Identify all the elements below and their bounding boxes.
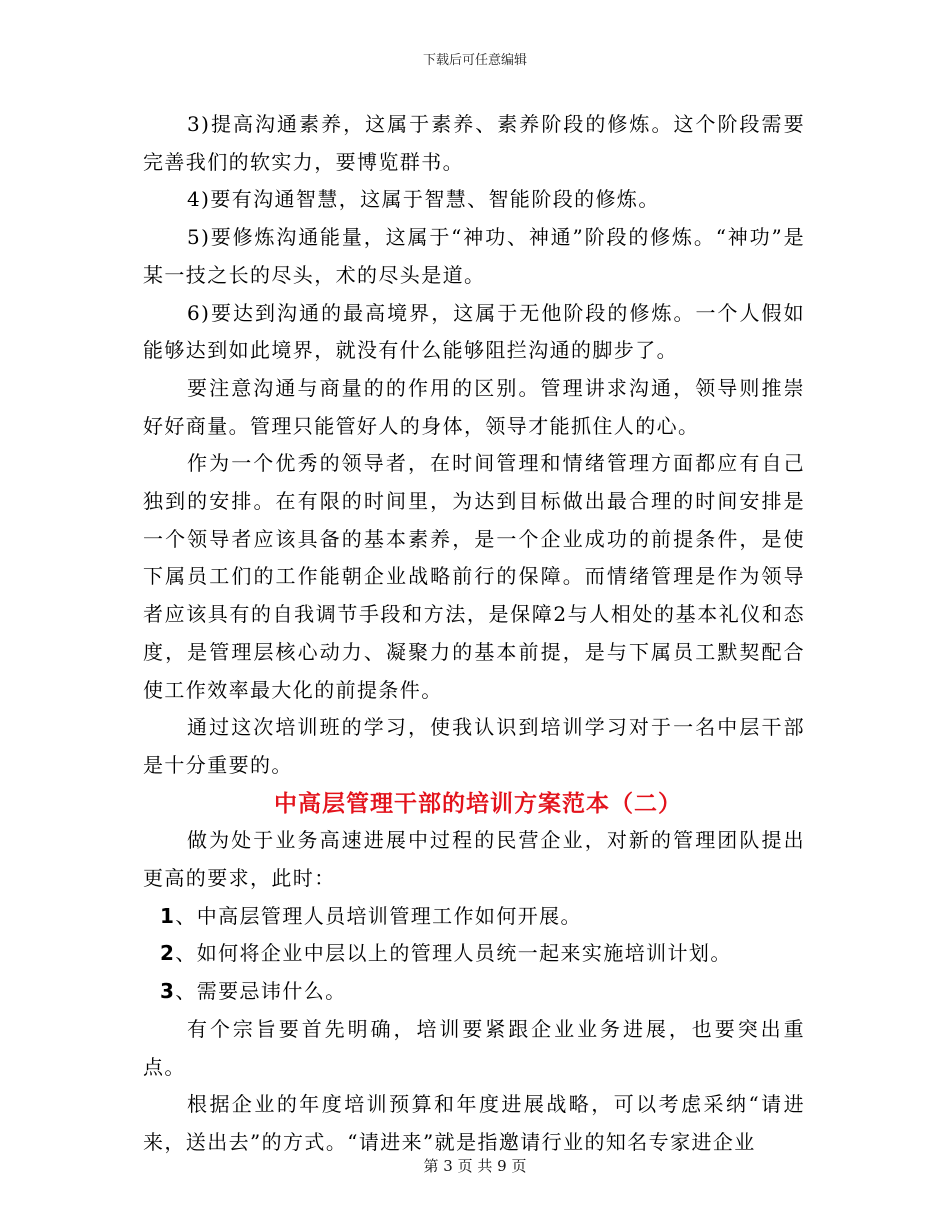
document-body bbox=[143, 106, 805, 1162]
list-number: 3 bbox=[160, 979, 176, 1004]
paragraph-4: 4)要有沟通智慧，这属于智慧、智能阶段的修炼。 bbox=[187, 187, 660, 212]
list-text: 、需要忌讳什么。 bbox=[175, 979, 347, 1004]
paragraph-principle: 有个宗旨要首先明确，培训要紧跟企业业务进展，也要突出重点。 bbox=[143, 1016, 805, 1079]
paragraph-invite-send: 根据企业的年度培训预算和年度进展战略，可以考虑采纳“请进来，送出去”的方式。“请进来”就是指邀请行业的知名专家进企业 bbox=[143, 1092, 805, 1154]
list-text: 、中高层管理人员培训管理工作如何开展。 bbox=[175, 903, 582, 928]
paragraph-3: 3)提高沟通素养，这属于素养、素养阶段的修炼。这个阶段需要完善我们的软实力，要博览群书。 bbox=[143, 112, 805, 174]
paragraph-6: 6)要达到沟通的最高境界，这属于无他阶段的修炼。一个人假如能够达到如此境界，就没有什么能够阻拦沟通的脚步了。 bbox=[143, 300, 805, 363]
section-title: 中高层管理干部的培训方案范本（二） bbox=[274, 789, 682, 817]
list-text: 、如何将企业中层以上的管理人员统一起来实施培训计划。 bbox=[175, 941, 732, 966]
list-number: 2 bbox=[160, 941, 176, 966]
list-item bbox=[143, 973, 805, 1011]
paragraph-time-emotion-management: 作为一个优秀的领导者，在时间管理和情绪管理方面都应有自己独到的安排。在有限的时间里，为达到目标做出最合理的时间安排是一个领导者应该具备的基本素养，是一个企业成功的前提条件，是使下属员工们的工作能朝企业战略前行的保障。而情绪管理是作为领导者应该具有的自我调节手段和方法，是保障2与人相处的基本礼仪和态度，是管理层核心动力、凝聚力的基本前提，是与下属员工默契配合使工作效率最大化的前提条件。 bbox=[143, 451, 805, 702]
paragraph-communication-vs-discussion: 要注意沟通与商量的的作用的区别。管理讲求沟通，领导则推崇好好商量。管理只能管好人的身体，领导才能抓住人的心。 bbox=[143, 375, 805, 438]
page-footer: 第 3 页 共 9 页 bbox=[423, 1157, 527, 1175]
paragraph-private-enterprise: 做为处于业务高速进展中过程的民营企业，对新的管理团队提出更高的要求，此时： bbox=[143, 828, 805, 891]
paragraph-5: 5)要修炼沟通能量，这属于“神功、神通”阶段的修炼。“神功”是某一技之长的尽头，术的尽头是道。 bbox=[143, 225, 805, 287]
list-item bbox=[143, 935, 805, 973]
list-item bbox=[143, 898, 805, 936]
page-header: 下载后可任意编辑 bbox=[422, 53, 527, 68]
list-number: 1 bbox=[160, 903, 176, 928]
paragraph-training-importance: 通过这次培训班的学习，使我认识到培训学习对于一名中层干部是十分重要的。 bbox=[143, 715, 805, 777]
